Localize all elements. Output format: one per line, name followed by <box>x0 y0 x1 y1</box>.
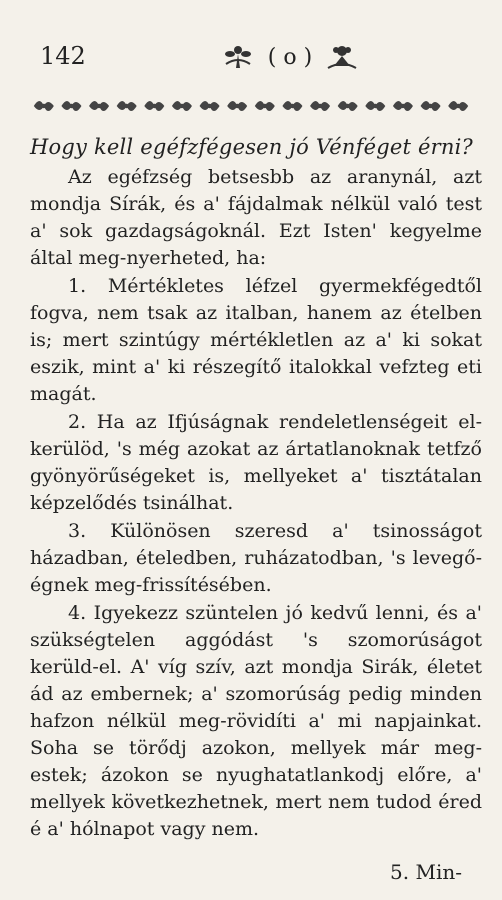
paragraph: 3. Különösen szeresd a' tsinosságot házadban, ételedben, ruházatodban, 's levegő-égnek meg-frissítésében. <box>30 520 482 596</box>
header-ornament <box>220 40 360 74</box>
fleuron-icon <box>255 101 275 111</box>
fleuron-icon <box>421 101 441 111</box>
fleuron-icon <box>89 101 109 111</box>
page-number: 142 <box>40 42 86 70</box>
fleuron-icon <box>227 101 247 111</box>
fleuron-icon <box>61 101 81 111</box>
header-center-mark: ( o ) <box>267 44 313 70</box>
paragraph: 2. Ha az Ifjúságnak rendeletlenségeit el-kerülöd, 's még azokat az ártatlanoknak tetfző gyönyörűségeket is, mellyeket a' tisztátalan képzelődés tsinálhat. <box>30 411 482 514</box>
catchword: 5. Min- <box>390 860 462 884</box>
section-title: Hogy kell egéfzfégesen jó Vénféget érni? <box>30 135 473 159</box>
fleuron-icon <box>365 101 385 111</box>
body-text <box>30 164 482 843</box>
paragraph: Az egéfzség betsesbb az aranynál, azt mondja Sírák, és a' fájdalmak nélkül való test a' sok gazdagságoknál. Ezt Isten' kegyelme által meg-nyerheted, ha: <box>30 166 482 269</box>
paragraph: 4. Igyekezz szüntelen jó kedvű lenni, és a' szükségtelen aggódást 's szomorúságot kerüld-el. A' víg szív, azt mondja Sirák, életet ád az embernek; a' szomorúság pedig minden hafzon nélkül meg-rövidíti a' mi napjainkat. Soha se törődj azokon, mellyek már meg-estek; ázokon se nyughatatlankodj előre, a' mellyek következhetnek, mert nem tudod éred é a' hólnapot vagy nem. <box>30 602 482 840</box>
fleuron-icon <box>172 101 192 111</box>
page-header <box>30 38 472 78</box>
fleuron-icon <box>448 101 468 111</box>
paragraph: 1. Mértékletes léfzel gyermekfégedtől fogva, nem tsak az italban, hanem az ételben is; mert szintúgy mértékletlen az a' ki sokat eszik, mint a' ki részegítő italokkal vefzteg eti magát. <box>30 275 482 405</box>
fleuron-icon <box>338 101 358 111</box>
fleuron-icon <box>144 101 164 111</box>
fleuron-icon <box>310 101 330 111</box>
fleuron-icon <box>200 101 220 111</box>
fleuron-icon <box>282 101 302 111</box>
fleuron-icon <box>34 101 54 111</box>
fleuron-icon <box>393 101 413 111</box>
floral-ornament-icon <box>324 42 360 72</box>
fleuron-border <box>30 94 472 118</box>
floral-ornament-icon <box>220 42 256 72</box>
fleuron-icon <box>117 101 137 111</box>
